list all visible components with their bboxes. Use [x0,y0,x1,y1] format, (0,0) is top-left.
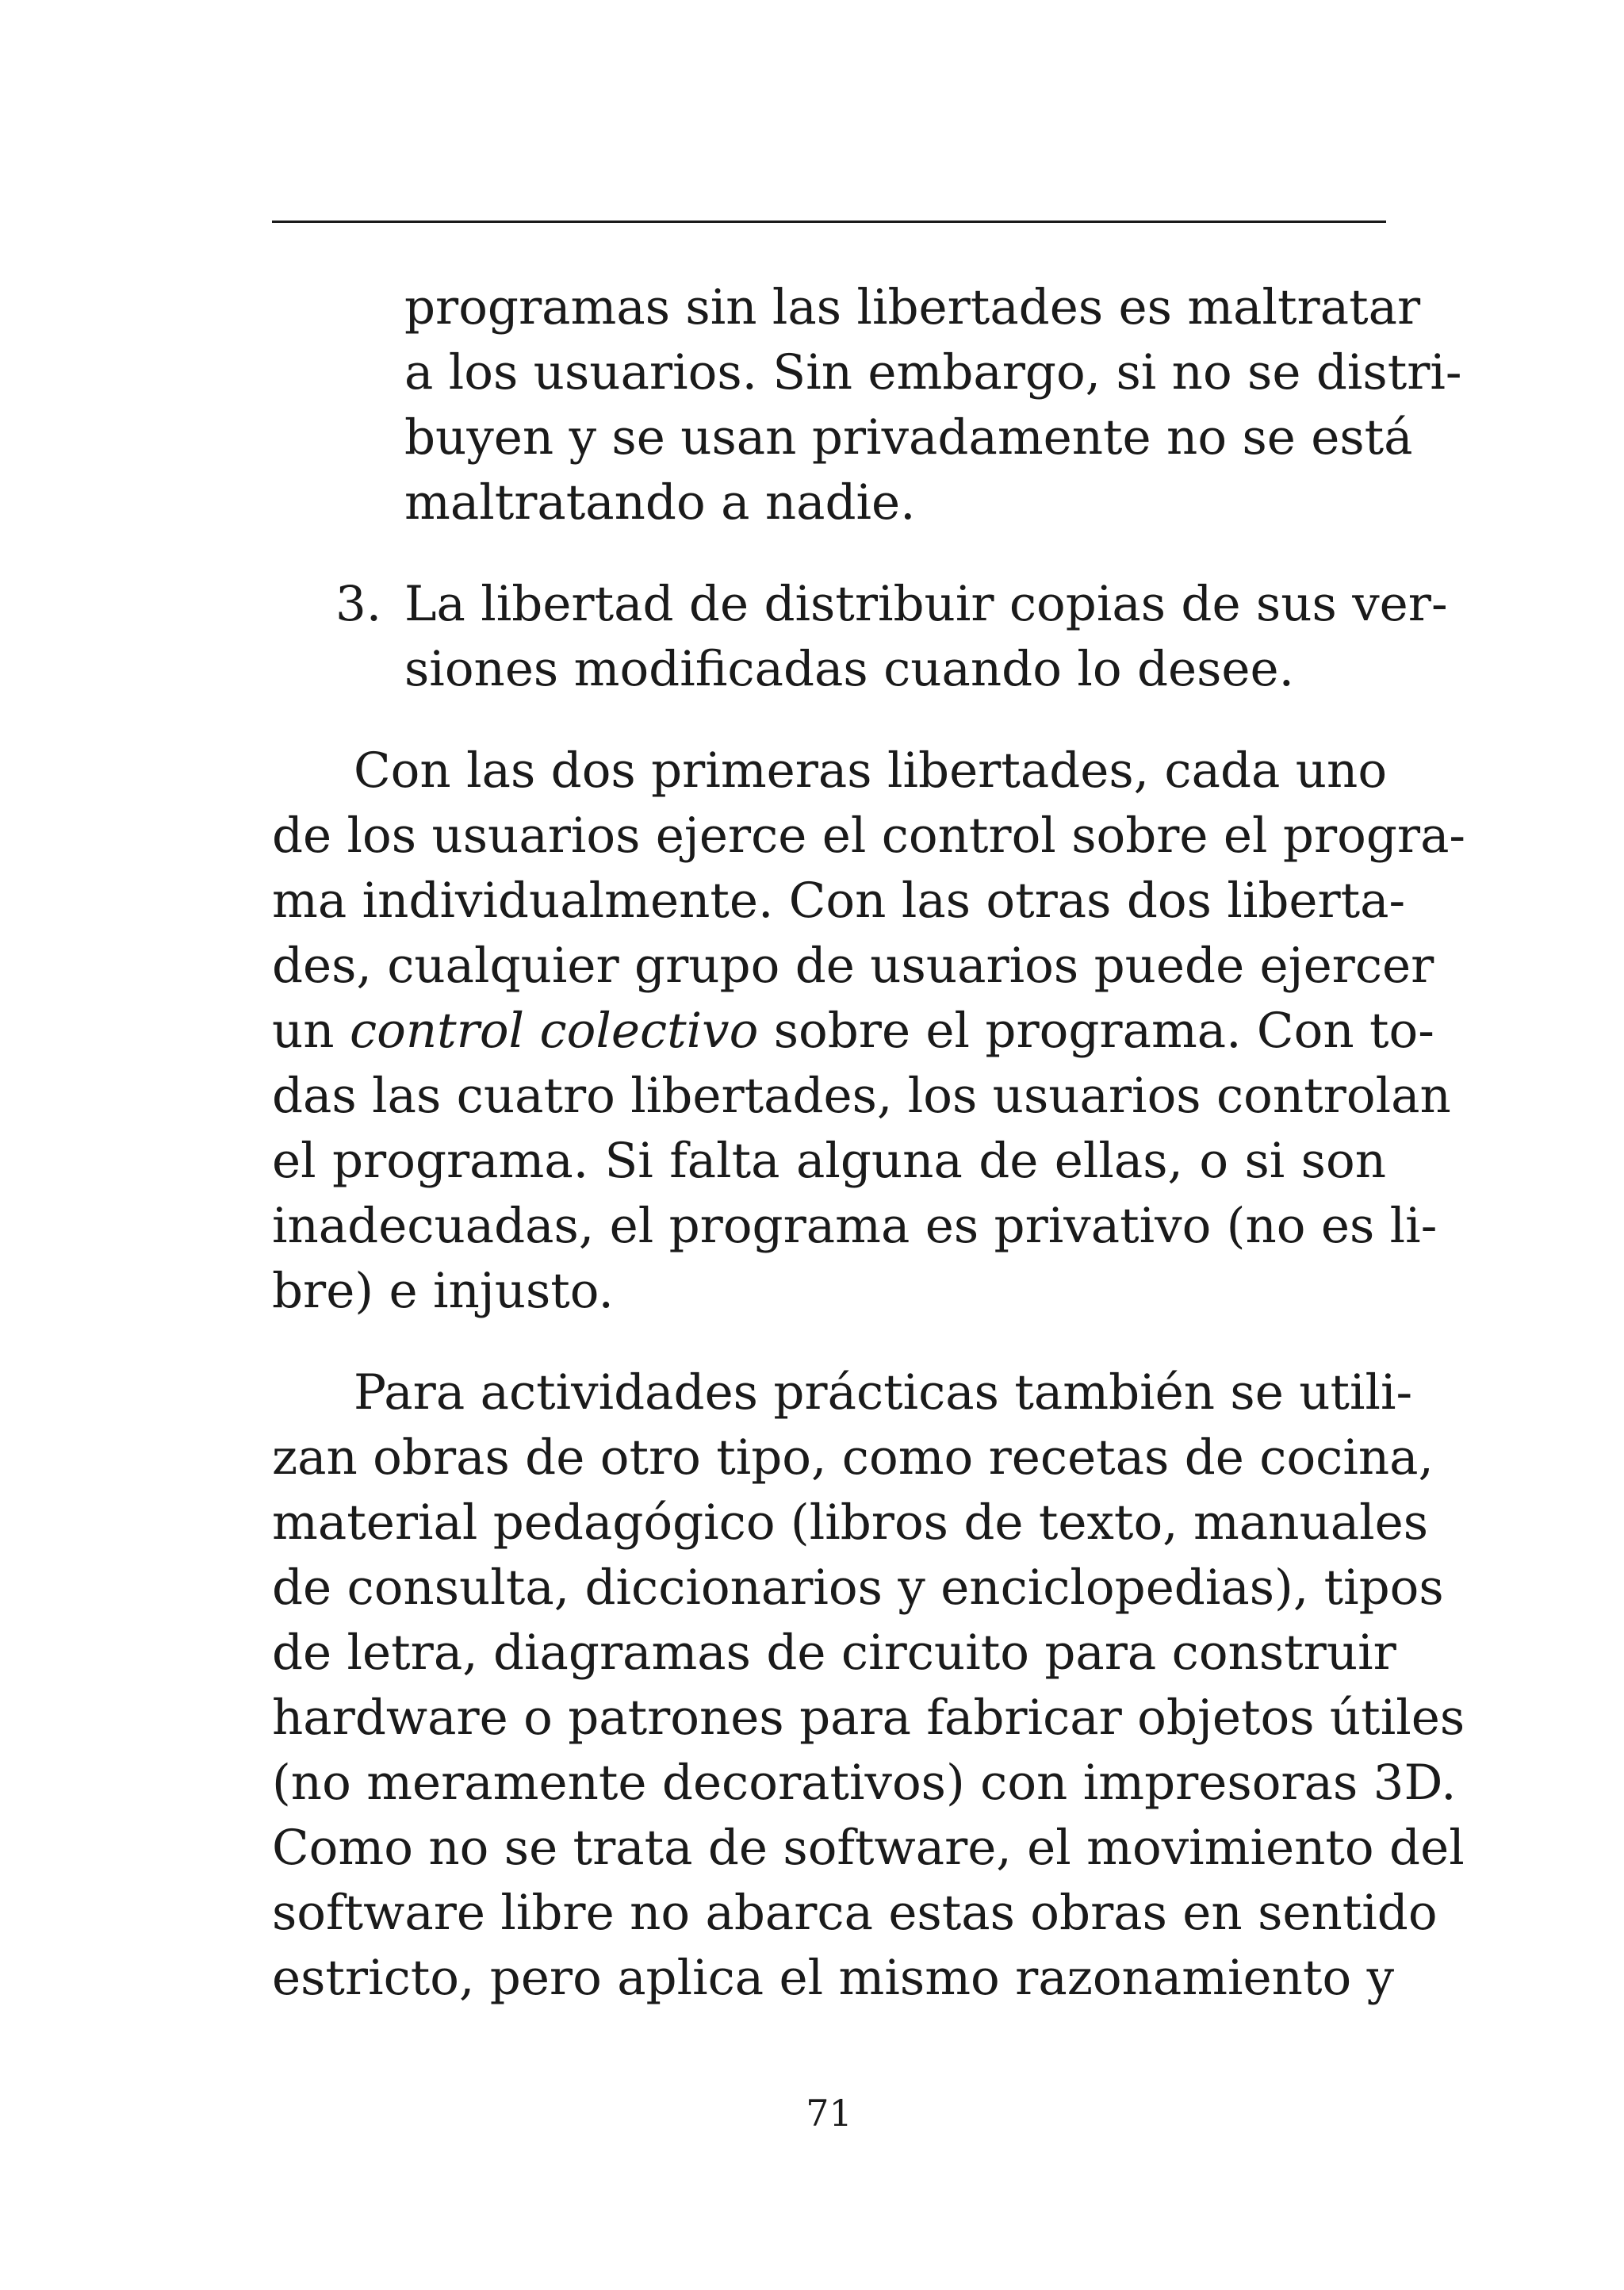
paragraph-line: ma individualmente. Con las otras dos liberta- [272,873,1406,929]
paragraph-line [272,999,1434,1064]
paragraph-line: des, cualquier grupo de usuarios puede ejercer [272,938,1434,994]
list-line: a los usuarios. Sin embargo, si no se distri- [404,344,1462,401]
paragraph-line: zan obras de otro tipo, como recetas de cocina, [272,1429,1434,1486]
paragraph-line: Para actividades prácticas también se utili- [354,1364,1413,1421]
emphasis-text: control colectivo [349,1003,759,1059]
paragraph-line: (no meramente decorativos) con impresoras 3D. [272,1755,1457,1811]
paragraph-line: de letra, diagramas de circuito para construir [272,1624,1396,1681]
paragraph-line: inadecuadas, el programa es privativo (no es li- [272,1198,1438,1254]
list-line: siones modificadas cuando lo desee. [404,641,1295,697]
paragraph-line: das las cuatro libertades, los usuarios controlan [272,1068,1451,1124]
list-line: buyen y se usan privadamente no se está [404,409,1413,466]
text-run: un [272,1003,350,1059]
header-rule [272,221,1386,223]
paragraph-line: software libre no abarca estas obras en sentido [272,1885,1438,1941]
text-run: sobre el programa. Con to- [758,1003,1434,1059]
book-page [272,0,1466,2290]
paragraph-line: material pedagógico (libros de texto, manuales [272,1494,1429,1551]
list-line: La libertad de distribuir copias de sus ver- [404,576,1448,632]
list-line: programas sin las libertades es maltratar [404,279,1421,336]
list-line: maltratando a nadie. [404,474,916,531]
paragraph-line: estricto, pero aplica el mismo razonamiento y [272,1950,1395,2006]
list-item-number: 3. [335,576,382,632]
paragraph-line: bre) e injusto. [272,1263,614,1319]
paragraph-line: de consulta, diccionarios y enciclopedias), tipos [272,1559,1444,1616]
paragraph-line: el programa. Si falta alguna de ellas, o si son [272,1133,1386,1189]
paragraph-line: Como no se trata de software, el movimiento del [272,1820,1465,1876]
paragraph-line: de los usuarios ejerce el control sobre el progra- [272,807,1466,864]
paragraph-line: Con las dos primeras libertades, cada uno [354,742,1388,799]
page-number: 71 [806,2092,852,2135]
paragraph-line: hardware o patrones para fabricar objetos útiles [272,1690,1465,1746]
